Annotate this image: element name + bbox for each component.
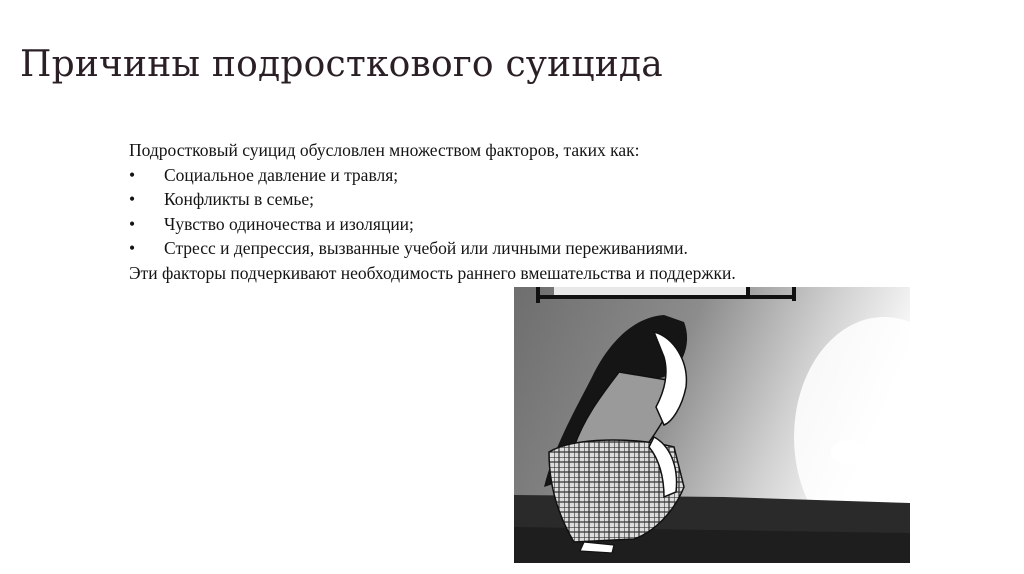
factor-text: Стресс и депрессия, вызванные учебой или личными переживаниями.	[164, 238, 688, 258]
factor-text: Чувство одиночества и изоляции;	[164, 213, 414, 234]
factor-item	[129, 163, 829, 188]
factor-text: Социальное давление и травля;	[164, 164, 399, 185]
illustration-drawing	[514, 287, 910, 563]
factor-item	[129, 212, 829, 237]
slide-body	[129, 138, 829, 285]
factor-text: Конфликты в семье;	[164, 189, 315, 209]
bullet-icon: •	[129, 213, 136, 234]
conclusion-text: Эти факторы подчеркивают необходимость раннего вмешательства и поддержки.	[129, 262, 736, 283]
slide-title: Причины подросткового суицида	[20, 44, 663, 85]
bullet-icon: •	[129, 164, 136, 185]
factors-list	[129, 163, 829, 261]
intro-text: Подростковый суицид обусловлен множеством факторов, таких как:	[129, 140, 640, 160]
factor-item	[129, 187, 829, 212]
bullet-icon: •	[129, 189, 136, 209]
crouching-girl-illustration	[514, 287, 910, 563]
factor-item	[129, 236, 829, 261]
bullet-icon: •	[129, 238, 136, 258]
